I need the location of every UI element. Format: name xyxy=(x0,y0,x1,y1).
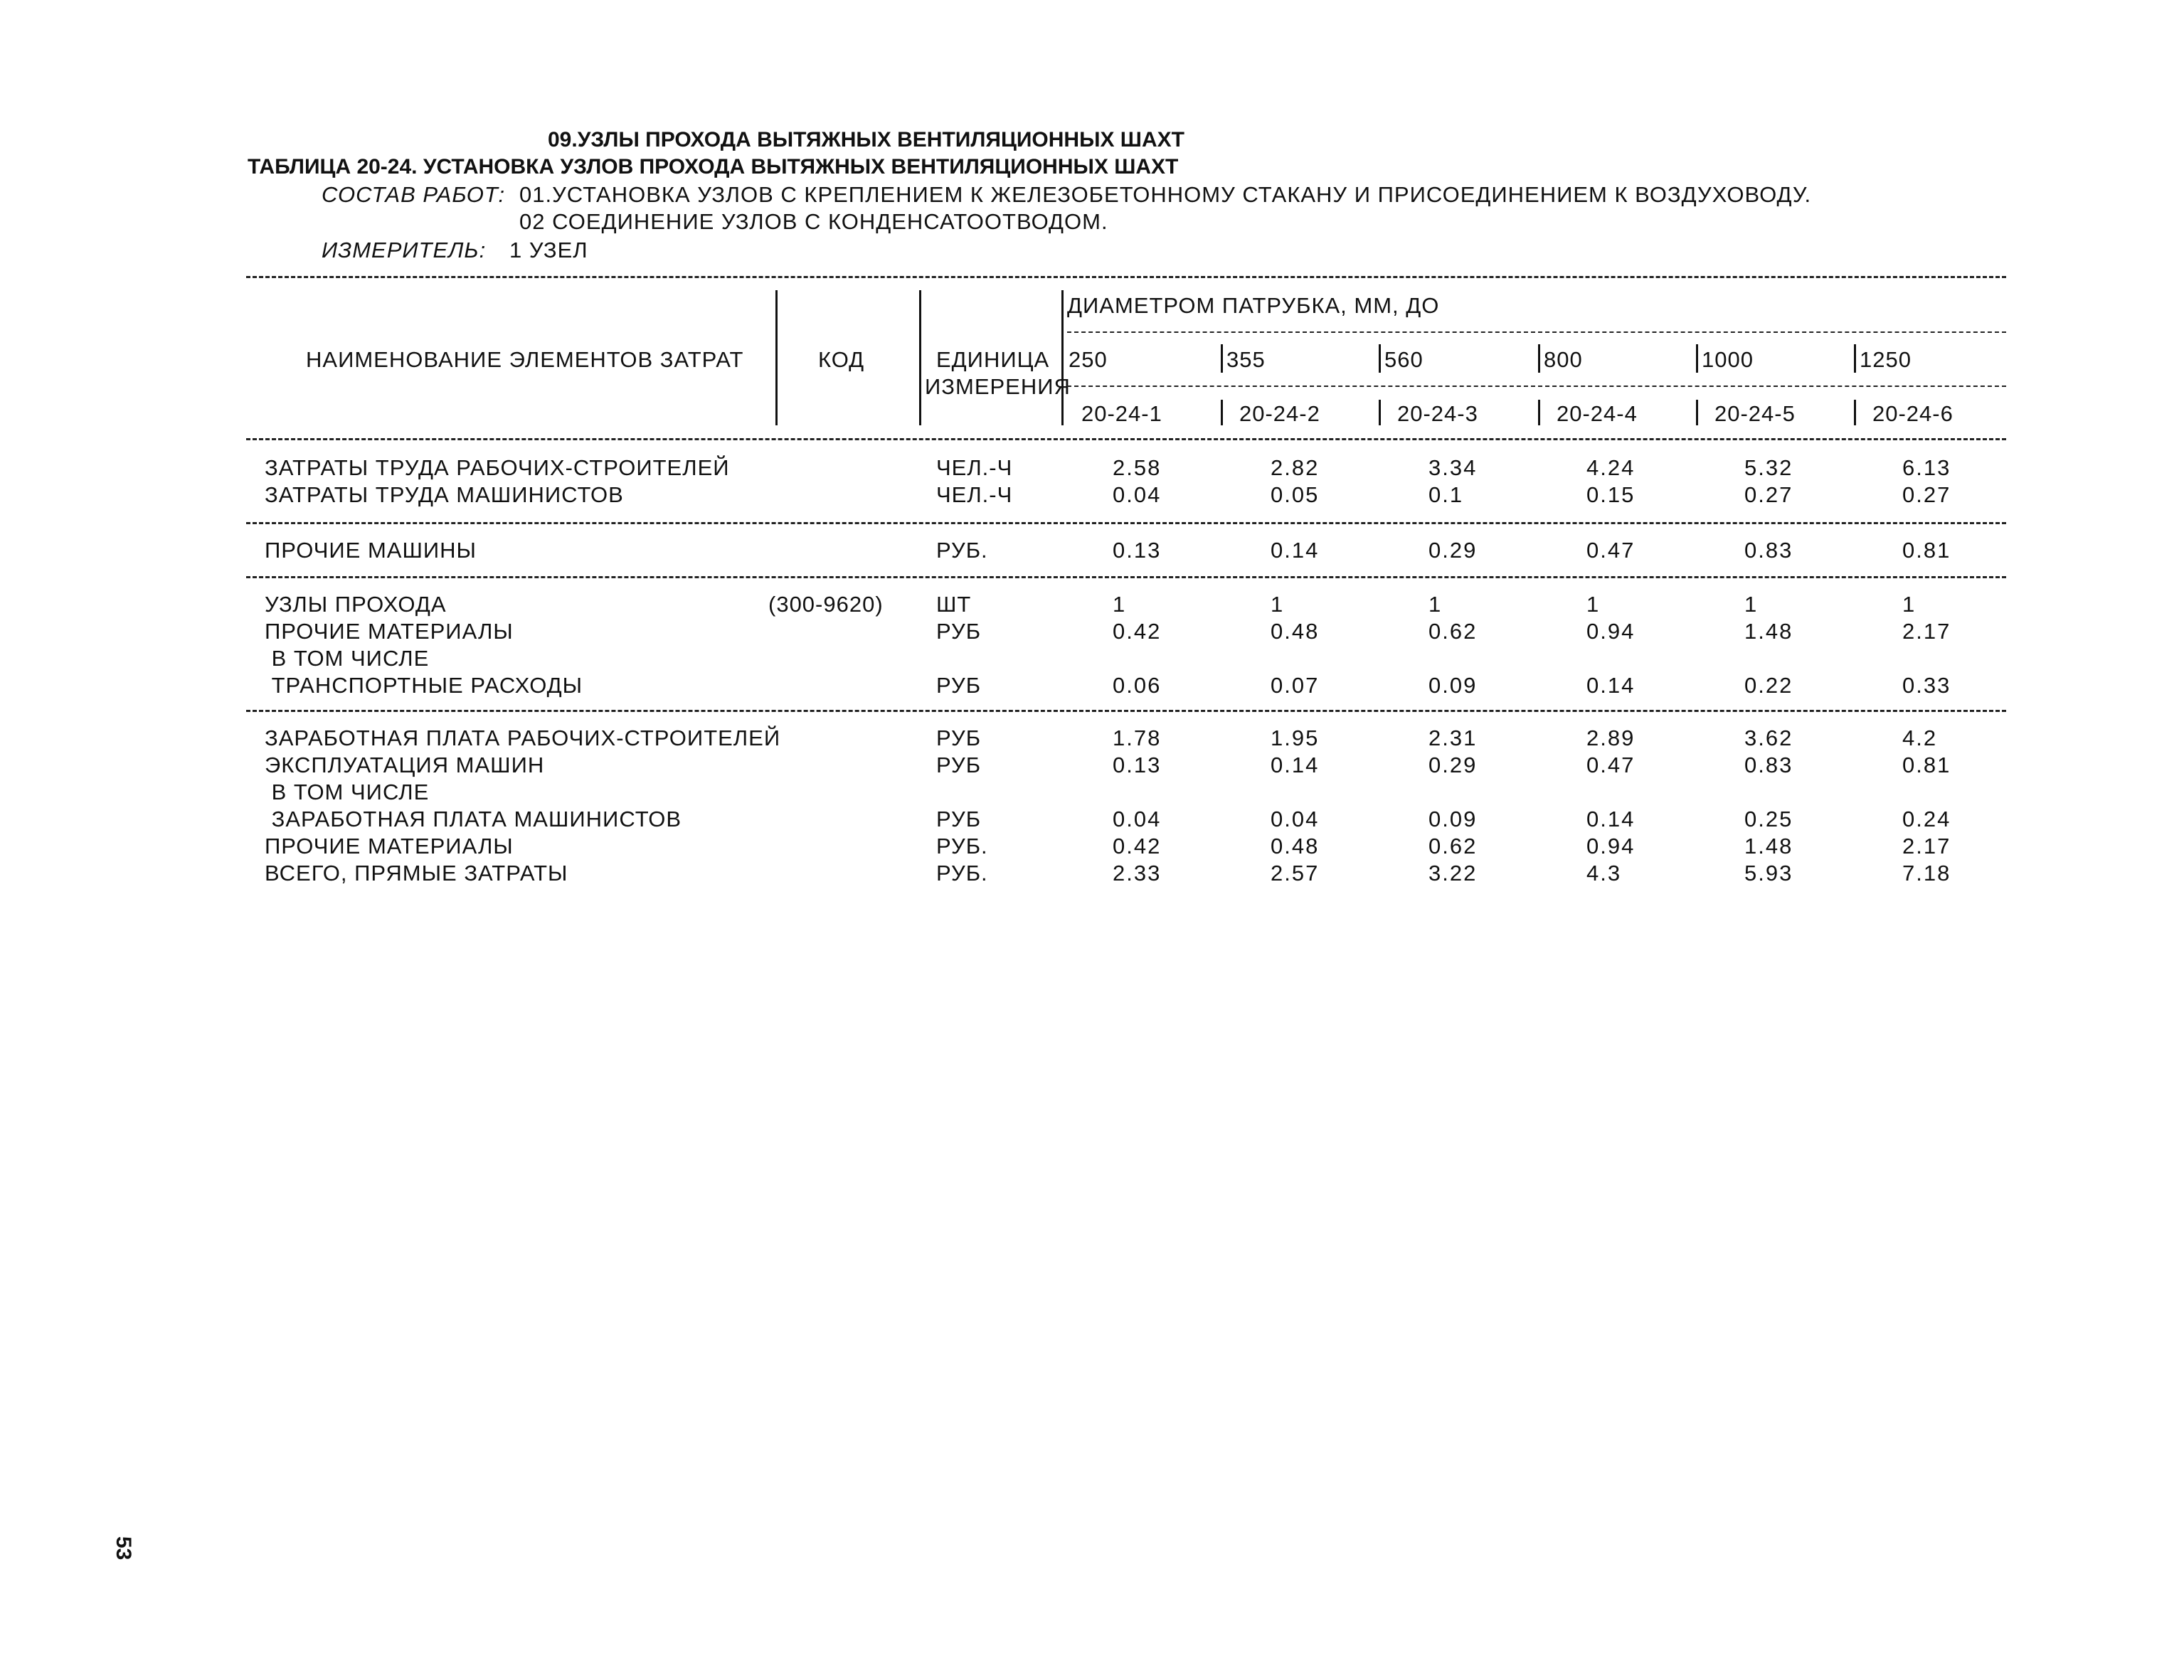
row-value: 5.32 xyxy=(1744,455,1793,480)
row-value: 0.47 xyxy=(1586,753,1636,777)
diameter-value: 250 xyxy=(1069,347,1108,372)
row-value: 0.14 xyxy=(1586,807,1636,831)
header-separator xyxy=(1221,344,1223,373)
row-value: 0.94 xyxy=(1586,834,1636,858)
header-separator xyxy=(1854,400,1856,425)
column-header-name: НАИМЕНОВАНИЕ ЭЛЕМЕНТОВ ЗАТРАТ xyxy=(306,347,744,372)
row-value: 1 xyxy=(1744,592,1759,617)
row-value: 3.62 xyxy=(1744,725,1793,750)
norm-code: 20-24-4 xyxy=(1557,401,1638,426)
row-value: 0.07 xyxy=(1271,673,1320,698)
row-value: 0.83 xyxy=(1744,753,1793,777)
row-value: 5.93 xyxy=(1744,861,1793,886)
row-unit: РУБ xyxy=(936,725,982,750)
row-value: 2.31 xyxy=(1428,725,1478,750)
header-separator xyxy=(1379,344,1381,373)
column-header-unit: ИЗМЕРЕНИЯ xyxy=(925,374,1071,399)
row-value: 0.06 xyxy=(1113,673,1162,698)
row-value: 2.17 xyxy=(1902,834,1951,858)
row-unit: ЧЕЛ.-Ч xyxy=(936,482,1013,507)
header-inner-rule xyxy=(1067,386,2006,387)
row-value: 1.78 xyxy=(1113,725,1162,750)
row-value: 0.42 xyxy=(1113,619,1162,644)
row-value: 0.94 xyxy=(1586,619,1636,644)
norm-code: 20-24-5 xyxy=(1714,401,1796,426)
row-value: 1 xyxy=(1586,592,1601,617)
row-unit: РУБ. xyxy=(936,538,988,563)
row-name: ПРОЧИЕ МАТЕРИАЛЫ xyxy=(265,834,514,858)
row-value: 0.04 xyxy=(1271,807,1320,831)
diameter-value: 560 xyxy=(1384,347,1424,372)
row-value: 1 xyxy=(1902,592,1917,617)
row-name: ТРАНСПОРТНЫЕ РАСХОДЫ xyxy=(265,673,583,698)
header-separator xyxy=(775,290,778,425)
row-value: 2.82 xyxy=(1271,455,1320,480)
row-unit: РУБ xyxy=(936,807,982,831)
row-value: 0.13 xyxy=(1113,538,1162,563)
row-name: УЗЛЫ ПРОХОДА xyxy=(265,592,447,617)
table-title: ТАБЛИЦА 20-24. УСТАНОВКА УЗЛОВ ПРОХОДА ВЫТЯЖНЫХ ВЕНТИЛЯЦИОННЫХ ШАХТ xyxy=(248,155,1179,179)
row-value: 0.33 xyxy=(1902,673,1951,698)
diameter-value: 355 xyxy=(1226,347,1266,372)
row-value: 2.33 xyxy=(1113,861,1162,886)
row-value: 0.09 xyxy=(1428,807,1478,831)
header-separator xyxy=(1221,400,1223,425)
header-separator xyxy=(1854,344,1856,373)
row-value: 7.18 xyxy=(1902,861,1951,886)
row-value: 0.14 xyxy=(1271,538,1320,563)
row-name: В ТОМ ЧИСЛЕ xyxy=(265,646,430,671)
diameter-header: ДИАМЕТРОМ ПАТРУБКА, ММ, ДО xyxy=(1067,293,1440,318)
row-value: 3.22 xyxy=(1428,861,1478,886)
measurer-value: 1 УЗЕЛ xyxy=(509,238,588,262)
row-value: 4.24 xyxy=(1586,455,1636,480)
row-value: 1.95 xyxy=(1271,725,1320,750)
row-unit: ЧЕЛ.-Ч xyxy=(936,455,1013,480)
row-value: 0.04 xyxy=(1113,482,1162,507)
work-composition-line-2: 02 СОЕДИНЕНИЕ УЗЛОВ С КОНДЕНСАТООТВОДОМ. xyxy=(519,209,1108,234)
row-name: ЭКСПЛУАТАЦИЯ МАШИН xyxy=(265,753,545,777)
row-value: 0.04 xyxy=(1113,807,1162,831)
row-value: 2.57 xyxy=(1271,861,1320,886)
group-rule xyxy=(246,710,2006,712)
row-value: 6.13 xyxy=(1902,455,1951,480)
group-rule xyxy=(246,522,2006,524)
row-value: 0.05 xyxy=(1271,482,1320,507)
norm-code: 20-24-1 xyxy=(1081,401,1162,426)
diameter-value: 800 xyxy=(1544,347,1583,372)
header-separator xyxy=(1538,344,1540,373)
header-inner-rule xyxy=(1067,331,2006,333)
header-separator xyxy=(1696,400,1698,425)
table-header-bottom-rule xyxy=(246,438,2006,440)
page-number: 53 xyxy=(112,1536,135,1561)
row-value: 0.24 xyxy=(1902,807,1951,831)
row-unit: РУБ xyxy=(936,619,982,644)
column-header-code: КОД xyxy=(818,347,865,372)
work-composition-line-1: 01.УСТАНОВКА УЗЛОВ С КРЕПЛЕНИЕМ К ЖЕЛЕЗОБЕТОННОМУ СТАКАНУ И ПРИСОЕДИНЕНИЕМ К ВОЗДУХОВОДУ. xyxy=(519,182,1812,207)
row-value: 4.3 xyxy=(1586,861,1622,886)
header-separator xyxy=(1696,344,1698,373)
row-name: ПРОЧИЕ МАТЕРИАЛЫ xyxy=(265,619,514,644)
row-value: 4.2 xyxy=(1902,725,1938,750)
row-value: 1 xyxy=(1113,592,1127,617)
row-value: 0.62 xyxy=(1428,619,1478,644)
norm-code: 20-24-2 xyxy=(1239,401,1320,426)
row-name: ПРОЧИЕ МАШИНЫ xyxy=(265,538,477,563)
row-value: 0.1 xyxy=(1428,482,1464,507)
row-unit: РУБ xyxy=(936,753,982,777)
norm-code: 20-24-6 xyxy=(1872,401,1954,426)
header-separator xyxy=(1061,290,1064,425)
row-value: 1.48 xyxy=(1744,834,1793,858)
row-name: ЗАРАБОТНАЯ ПЛАТА МАШИНИСТОВ xyxy=(265,807,682,831)
group-rule xyxy=(246,576,2006,578)
row-value: 0.15 xyxy=(1586,482,1636,507)
row-value: 0.83 xyxy=(1744,538,1793,563)
row-value: 0.22 xyxy=(1744,673,1793,698)
row-name: В ТОМ ЧИСЛЕ xyxy=(265,780,430,804)
row-unit: РУБ xyxy=(936,673,982,698)
row-name: ЗАТРАТЫ ТРУДА МАШИНИСТОВ xyxy=(265,482,624,507)
row-value: 3.34 xyxy=(1428,455,1478,480)
row-value: 0.48 xyxy=(1271,619,1320,644)
row-name: ВСЕГО, ПРЯМЫЕ ЗАТРАТЫ xyxy=(265,861,568,886)
measurer-label: ИЗМЕРИТЕЛЬ: xyxy=(322,238,487,262)
row-value: 0.27 xyxy=(1744,482,1793,507)
row-value: 0.09 xyxy=(1428,673,1478,698)
row-unit: РУБ. xyxy=(936,834,988,858)
row-value: 2.17 xyxy=(1902,619,1951,644)
row-value: 1.48 xyxy=(1744,619,1793,644)
row-code: (300-9620) xyxy=(768,592,884,617)
row-value: 0.62 xyxy=(1428,834,1478,858)
row-value: 0.25 xyxy=(1744,807,1793,831)
row-unit: ШТ xyxy=(936,592,972,617)
row-value: 1 xyxy=(1271,592,1285,617)
row-value: 0.81 xyxy=(1902,753,1951,777)
table-top-rule xyxy=(246,276,2006,278)
row-value: 0.14 xyxy=(1271,753,1320,777)
row-unit: РУБ. xyxy=(936,861,988,886)
row-value: 1 xyxy=(1428,592,1443,617)
row-value: 0.27 xyxy=(1902,482,1951,507)
row-value: 0.29 xyxy=(1428,538,1478,563)
row-name: ЗАТРАТЫ ТРУДА РАБОЧИХ-СТРОИТЕЛЕЙ xyxy=(265,455,730,480)
row-value: 0.47 xyxy=(1586,538,1636,563)
row-value: 0.42 xyxy=(1113,834,1162,858)
diameter-value: 1000 xyxy=(1702,347,1754,372)
row-value: 2.89 xyxy=(1586,725,1636,750)
row-value: 0.29 xyxy=(1428,753,1478,777)
header-separator xyxy=(919,290,921,425)
header-separator xyxy=(1538,400,1540,425)
row-value: 0.48 xyxy=(1271,834,1320,858)
norm-code: 20-24-3 xyxy=(1397,401,1478,426)
work-composition-label: СОСТАВ РАБОТ: xyxy=(322,182,506,207)
row-name: ЗАРАБОТНАЯ ПЛАТА РАБОЧИХ-СТРОИТЕЛЕЙ xyxy=(265,725,781,750)
diameter-value: 1250 xyxy=(1860,347,1912,372)
column-header-unit: ЕДИНИЦА xyxy=(936,347,1050,372)
row-value: 0.81 xyxy=(1902,538,1951,563)
header-separator xyxy=(1379,400,1381,425)
section-title: 09.УЗЛЫ ПРОХОДА ВЫТЯЖНЫХ ВЕНТИЛЯЦИОННЫХ ШАХТ xyxy=(548,128,1184,151)
row-value: 0.13 xyxy=(1113,753,1162,777)
row-value: 0.14 xyxy=(1586,673,1636,698)
row-value: 2.58 xyxy=(1113,455,1162,480)
